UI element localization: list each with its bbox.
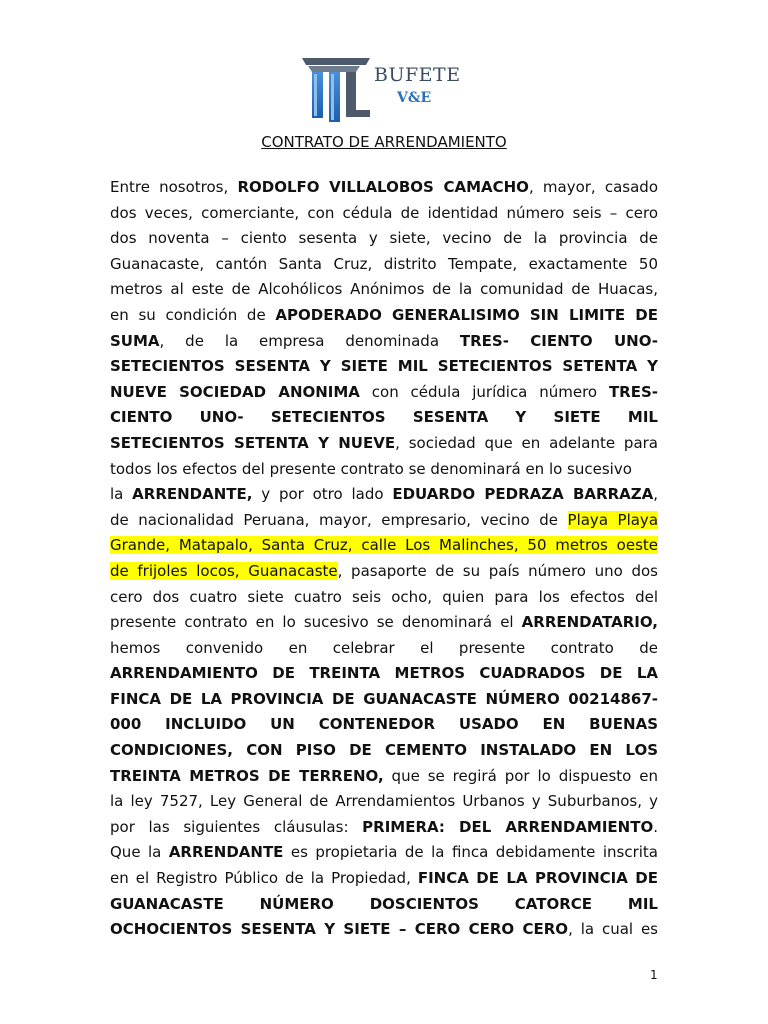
text-line	[110, 636, 658, 662]
bold-text: ARRENDANTE,	[132, 485, 253, 504]
text-line	[110, 201, 658, 227]
text-line	[110, 175, 658, 201]
bold-text: EDUARDO PEDRAZA BARRAZA	[392, 485, 654, 504]
bold-text: SETECIENTOS SETENTA Y NUEVE	[110, 433, 396, 452]
text-line	[110, 482, 658, 508]
text-span: presente contrato en lo sucesivo se denominará el	[110, 613, 522, 632]
text-span: dos noventa – ciento sesenta y siete, vecino de la provincia de	[110, 229, 658, 248]
text-line	[110, 354, 658, 380]
text-span: es propietaria de la finca debidamente inscrita	[283, 843, 659, 862]
bold-text: NUEVE SOCIEDAD ANONIMA	[110, 382, 360, 401]
highlighted-text: de frijoles locos, Guanacaste	[110, 561, 338, 580]
bold-text: FINCA DE LA PROVINCIA DE GUANACASTE NÚMERO 00214867-	[110, 689, 658, 708]
text-span: Guanacaste, cantón Santa Cruz, distrito Tempate, exactamente 50	[110, 254, 658, 273]
text-span: con cédula jurídica número	[359, 382, 609, 401]
text-span: Entre nosotros,	[110, 178, 238, 196]
bold-text: 000 INCLUIDO UN CONTENEDOR USADO EN BUENAS	[110, 715, 658, 734]
text-span: en su condición de	[110, 305, 276, 324]
highlighted-text: Playa Playa	[567, 510, 659, 529]
text-span: de nacionalidad Peruana, mayor, empresario, vecino de	[110, 510, 568, 529]
bold-text: CIENTO UNO- SETECIENTOS SESENTA Y SIETE MIL	[110, 408, 658, 427]
bold-text: TRES- CIENTO UNO-	[459, 331, 658, 350]
bold-text: OCHOCIENTOS SESENTA Y SIETE – CERO CERO CERO	[110, 920, 569, 939]
text-span: hemos convenido en celebrar el presente contrato de	[110, 638, 658, 657]
text-line	[110, 840, 658, 866]
text-span: , de la empresa denominada	[159, 331, 460, 350]
text-line	[110, 380, 658, 406]
text-span: , pasaporte de su país número uno dos	[337, 561, 658, 580]
text-line	[110, 917, 658, 943]
bold-text: CONDICIONES, CON PISO DE CEMENTO INSTALADO EN LOS	[110, 741, 658, 760]
bold-text: APODERADO GENERALISIMO SIN LIMITE DE	[275, 305, 658, 324]
text-line	[110, 764, 658, 790]
bold-text: SUMA	[110, 331, 160, 350]
text-line	[110, 431, 658, 457]
text-span: metros al este de Alcohólicos Anónimos de la comunidad de Huacas,	[110, 280, 658, 299]
highlighted-text: Grande, Matapalo, Santa Cruz, calle Los Malinches, 50 metros oeste	[110, 536, 658, 555]
bold-text: ARRENDANTE	[168, 843, 284, 862]
text-line	[110, 661, 658, 687]
text-span: .	[653, 817, 658, 836]
page-number: 1	[650, 968, 658, 982]
text-span: ,	[653, 485, 658, 504]
text-line	[110, 866, 658, 892]
text-line	[110, 892, 658, 918]
text-line	[110, 252, 658, 278]
text-span: la	[110, 485, 133, 504]
bold-text: TRES-	[608, 382, 658, 401]
text-span: y por otro lado	[252, 485, 393, 504]
text-line	[110, 329, 658, 355]
text-line	[110, 533, 658, 559]
bold-text: ARRENDAMIENTO DE TREINTA METROS CUADRADOS DE LA	[110, 664, 658, 683]
bold-text: ARRENDATARIO,	[521, 613, 658, 632]
text-line	[110, 457, 658, 483]
text-line	[110, 815, 658, 841]
document-title: CONTRATO DE ARRENDAMIENTO	[261, 133, 507, 151]
text-span: , mayor, casado	[528, 178, 659, 196]
text-line	[110, 712, 658, 738]
text-span: la ley 7527, Ley General de Arrendamientos Urbanos y Suburbanos, y	[110, 792, 658, 811]
bold-text: RODOLFO VILLALOBOS CAMACHO	[237, 178, 529, 196]
logo-subtitle: V&E	[397, 90, 432, 106]
text-line	[110, 738, 658, 764]
text-span: por las siguientes cláusulas:	[110, 817, 363, 836]
text-line	[110, 277, 658, 303]
text-span: todos los efectos del presente contrato se denominará en lo sucesivo	[110, 459, 632, 478]
text-line	[110, 559, 658, 585]
text-line	[110, 610, 658, 636]
bold-text: SETECIENTOS SESENTA Y SIETE MIL SETECIENTOS SETENTA Y	[110, 357, 658, 376]
text-line	[110, 405, 658, 431]
bold-text: TREINTA METROS DE TERRENO,	[110, 766, 384, 785]
text-line	[110, 585, 658, 611]
bold-text: FINCA DE LA PROVINCIA DE	[417, 869, 658, 888]
text-line	[110, 789, 658, 815]
text-line	[110, 226, 658, 252]
text-span: que se regirá por lo dispuesto en	[383, 766, 658, 785]
text-span: dos veces, comerciante, con cédula de identidad número seis – cero	[110, 203, 658, 222]
bold-text: PRIMERA: DEL ARRENDAMIENTO	[362, 817, 654, 836]
text-span: Que la	[110, 843, 169, 862]
logo-name: BUFETE	[374, 64, 461, 86]
text-span: , la cual es	[568, 920, 658, 939]
contract-body	[110, 175, 658, 943]
text-line	[110, 687, 658, 713]
bold-text: GUANACASTE NÚMERO DOSCIENTOS CATORCE MIL	[110, 894, 658, 913]
text-span: en el Registro Público de la Propiedad,	[110, 869, 418, 888]
text-span: , sociedad que en adelante para	[395, 433, 658, 452]
text-line	[110, 303, 658, 329]
text-line	[110, 508, 658, 534]
text-span: cero dos cuatro siete cuatro seis ocho, quien para los efectos del	[110, 587, 658, 606]
